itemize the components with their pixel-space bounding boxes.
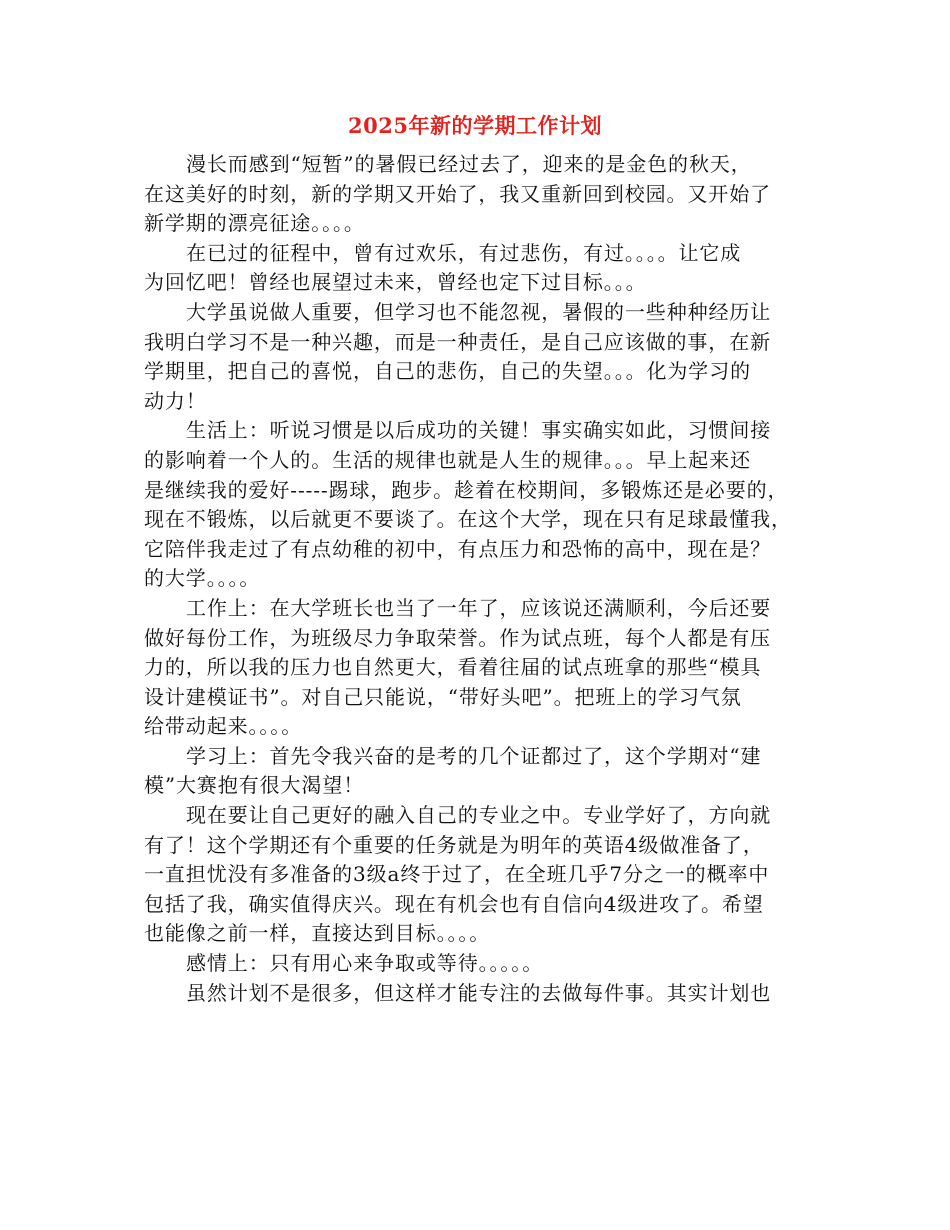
body-line: 也能像之前一样，直接达到目标。。。。 — [144, 921, 491, 946]
body-line: 生活上：听说习惯是以后成功的关键！事实确实如此，习惯间接 — [186, 418, 772, 443]
body-line: 设计建模证书”。对自己只能说，“带好头吧”。把班上的学习气氛 — [144, 684, 742, 709]
document-body — [144, 150, 824, 1008]
body-line: 包括了我，确实值得庆兴。现在有机会也有自信向4级进攻了。希望 — [144, 891, 764, 916]
body-line: 一直担忧没有多准备的3级a终于过了，在全班几乎7分之一的概率中 — [144, 862, 770, 887]
body-line: 有了！这个学期还有个重要的任务就是为明年的英语4级做准备了， — [144, 832, 764, 857]
body-line: 现在不锻炼，以后就更不要谈了。在这个大学，现在只有足球最懂我， — [144, 507, 792, 532]
document-title: 2025年新的学期工作计划 — [348, 113, 602, 138]
body-line: 漫长而感到“短暂”的暑假已经过去了，迎来的是金色的秋天， — [186, 152, 752, 176]
body-line: 在这美好的时刻，新的学期又开始了，我又重新回到校园。又开始了 — [144, 181, 771, 206]
body-line: 新学期的漂亮征途。。。。 — [144, 211, 365, 236]
body-line: 给带动起来。。。。 — [144, 714, 303, 739]
body-line: 学习上：首先令我兴奋的是考的几个证都过了，这个学期对“建 — [186, 743, 762, 768]
body-line: 为回忆吧！曾经也展望过未来，曾经也定下过目标。。。 — [144, 270, 647, 295]
body-line: 虽然计划不是很多，但这样才能专注的去做每件事。其实计划也 — [186, 980, 772, 1005]
body-line: 学期里，把自己的喜悦，自己的悲伤，自己的失望。。。化为学习的 — [144, 359, 751, 384]
body-line: 模”大赛抱有很大渴望！ — [144, 773, 365, 798]
body-line: 大学虽说做人重要，但学习也不能忽视，暑假的一些种种经历让 — [186, 299, 772, 324]
body-line: 做好每份工作，为班级尽力争取荣誉。作为试点班，每个人都是有压 — [144, 625, 771, 650]
body-line: 的影响着一个人的。生活的规律也就是人生的规律。。。早上起来还 — [144, 447, 751, 472]
body-line: 的大学。。。。 — [144, 566, 261, 591]
body-line: 我明白学习不是一种兴趣，而是一种责任，是自己应该做的事，在新 — [144, 329, 771, 354]
body-line: 是继续我的爱好-----踢球，跑步。趁着在校期间，多锻炼还是必要的， — [144, 477, 789, 502]
body-line: 它陪伴我走过了有点幼稚的初中，有点压力和恐怖的高中，现在是？ — [144, 536, 771, 561]
body-line: 在已过的征程中，曾有过欢乐，有过悲伤，有过。。。。让它成 — [186, 240, 742, 265]
body-line: 现在要让自己更好的融入自己的专业之中。专业学好了，方向就 — [186, 803, 772, 828]
body-line: 动力！ — [144, 388, 207, 413]
body-line: 力的，所以我的压力也自然更大，看着往届的试点班拿的那些“模具 — [144, 655, 762, 680]
body-line: 感情上：只有用心来争取或等待。。。。。 — [186, 951, 544, 976]
body-line: 工作上：在大学班长也当了一年了，应该说还满顺利，今后还要 — [186, 595, 772, 620]
